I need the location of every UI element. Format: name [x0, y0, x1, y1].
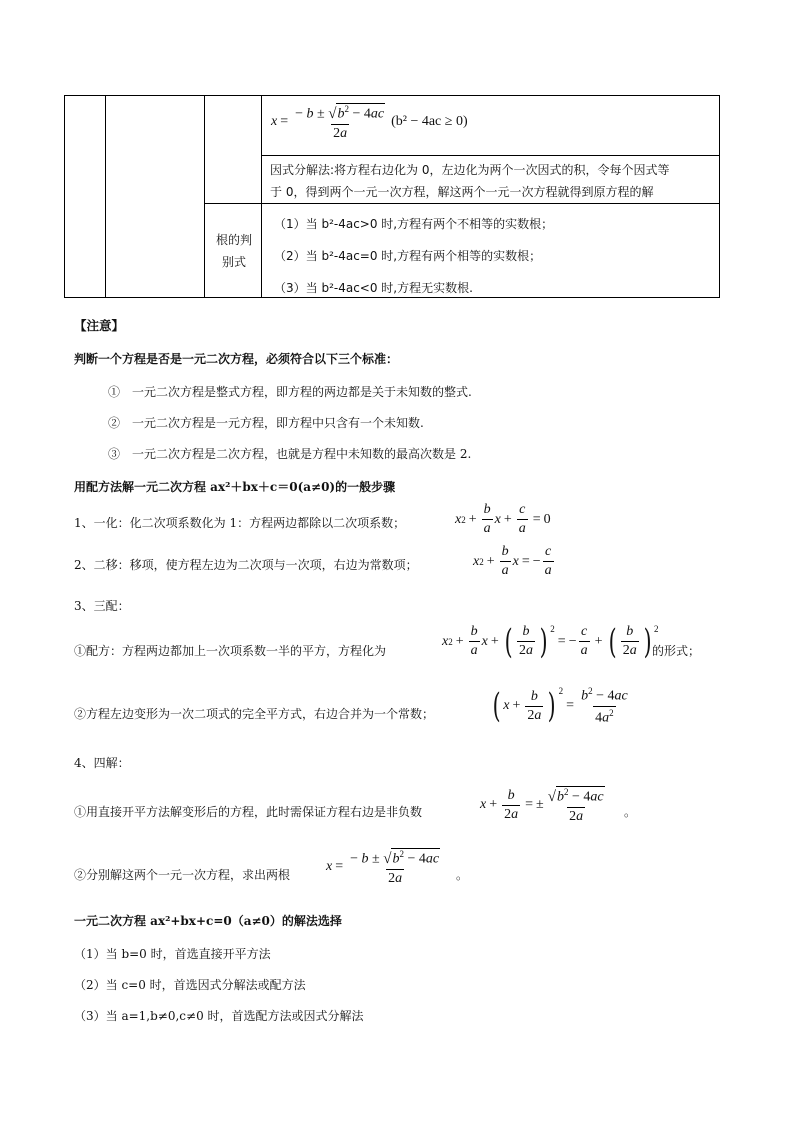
- step-3a-equation: x 2 + $\frac{b}{a}$ x + ( $\frac{b}{2a}$ ) 2 = − $\frac{c}{a}$ + ( $\frac{b}{2a}$ ) 2: [442, 621, 659, 662]
- criteria-item-3: ③ 一元二次方程是二次方程，也就是方程中未知数的最高次数是 2.: [108, 447, 472, 461]
- step-3a-text: ①配方：方程两边都加上一次项系数一半的平方，方程化为: [74, 644, 387, 658]
- step-2-equation: x 2 + $\frac{b}{a}$ x = − $\frac{c}{a}$: [473, 544, 552, 578]
- discriminant-label-line-2: 别式: [221, 255, 246, 269]
- step-4a-text: ①用直接开平方法解变形后的方程，此时需保证方程右边是非负数: [74, 805, 423, 819]
- factoring-line-1: 因式分解法:将方程右边化为 0，左边化为两个一次因式的积，令每个因式等: [270, 163, 670, 177]
- table-row-divider-2: [204, 203, 720, 204]
- table-col-divider-1: [105, 95, 106, 298]
- method-choice-item-1: （1）当 b=0 时，首选直接开平方法: [74, 947, 271, 961]
- table-col-divider-2: [204, 95, 205, 298]
- table-border-left: [64, 95, 65, 298]
- step-3a-suffix: 的形式；: [652, 644, 701, 658]
- step-3b-equation: ( x + $\frac{b}{2a}$ ) 2 = $\frac{b^2 - 4ac}{4a^2}$: [492, 686, 628, 727]
- step-3b-text: ②方程左边变形为一次二项式的完全平方式，右边合并为一个常数；: [74, 707, 435, 721]
- criteria-item-1: ① 一元二次方程是整式方程，即方程的两边都是关于未知数的整式.: [108, 385, 472, 399]
- formula-table: [64, 95, 720, 298]
- table-border-right: [719, 95, 720, 298]
- criteria-heading: 判断一个方程是否是一元二次方程，必须符合以下三个标准：: [74, 352, 399, 366]
- list-item: （2）当 b²-4ac=0 时,方程有两个相等的实数根；: [274, 249, 542, 263]
- table-border-top: [64, 95, 720, 96]
- step-4b-equation: x = − b ± √ $b^2 - 4ac$ 2a: [326, 849, 440, 886]
- step-4b-suffix: 。: [456, 868, 469, 882]
- method-choice-heading: 一元二次方程 ax²+bx+c=0（a≠0）的解法选择: [74, 914, 342, 928]
- list-item: （1）当 b²-4ac>0 时,方程有两个不相等的实数根；: [274, 217, 554, 231]
- discriminant-list: [274, 208, 553, 304]
- step-4-text: 4、四解：: [74, 756, 130, 770]
- quadratic-formula: x = − b ± √ $b^2 - 4ac$ 2a (b² − 4ac ≥ 0): [271, 104, 468, 141]
- criteria-item-2: ② 一元二次方程是一元方程，即方程中只含有一个未知数.: [108, 416, 424, 430]
- step-4a-suffix: 。: [624, 805, 637, 819]
- method-choice-item-2: （2）当 c=0 时，首选因式分解法或配方法: [74, 978, 306, 992]
- completing-square-heading: 用配方法解一元二次方程 ax²＋bx＋c＝0(a≠0)的一般步骤: [74, 480, 396, 494]
- discriminant-label: [209, 229, 259, 273]
- step-3-text: 3、三配：: [74, 599, 130, 613]
- step-4a-equation: x + $\frac{b}{2a}$ = ± √ $b^2 - 4ac$ 2a: [480, 787, 604, 824]
- factoring-line-2: 于 0，得到两个一元一次方程，解这两个一元一次方程就得到原方程的解: [270, 185, 654, 199]
- step-4b-text: ②分别解这两个一元一次方程，求出两根: [74, 868, 291, 882]
- table-col-divider-3: [261, 95, 262, 298]
- discriminant-label-line-1: 根的判: [215, 233, 252, 247]
- step-2-text: 2、二移：移项，使方程左边为二次项与一次项，右边为常数项；: [74, 558, 418, 572]
- step-1-text: 1、一化：化二次项系数化为 1：方程两边都除以二次项系数；: [74, 516, 406, 530]
- formula-condition: (b² − 4ac ≥ 0): [391, 114, 468, 130]
- table-row-divider-1: [261, 155, 720, 156]
- method-choice-item-3: （3）当 a=1,b≠0,c≠0 时，首选配方法或因式分解法: [74, 1009, 364, 1023]
- factoring-method-text: [270, 159, 715, 203]
- list-item: （3）当 b²-4ac<0 时,方程无实数根.: [274, 281, 473, 295]
- step-1-equation: x 2 + $\frac{b}{a}$ x + $\frac{c}{a}$ = 0: [455, 502, 551, 536]
- notice-title: 【注意】: [74, 318, 125, 333]
